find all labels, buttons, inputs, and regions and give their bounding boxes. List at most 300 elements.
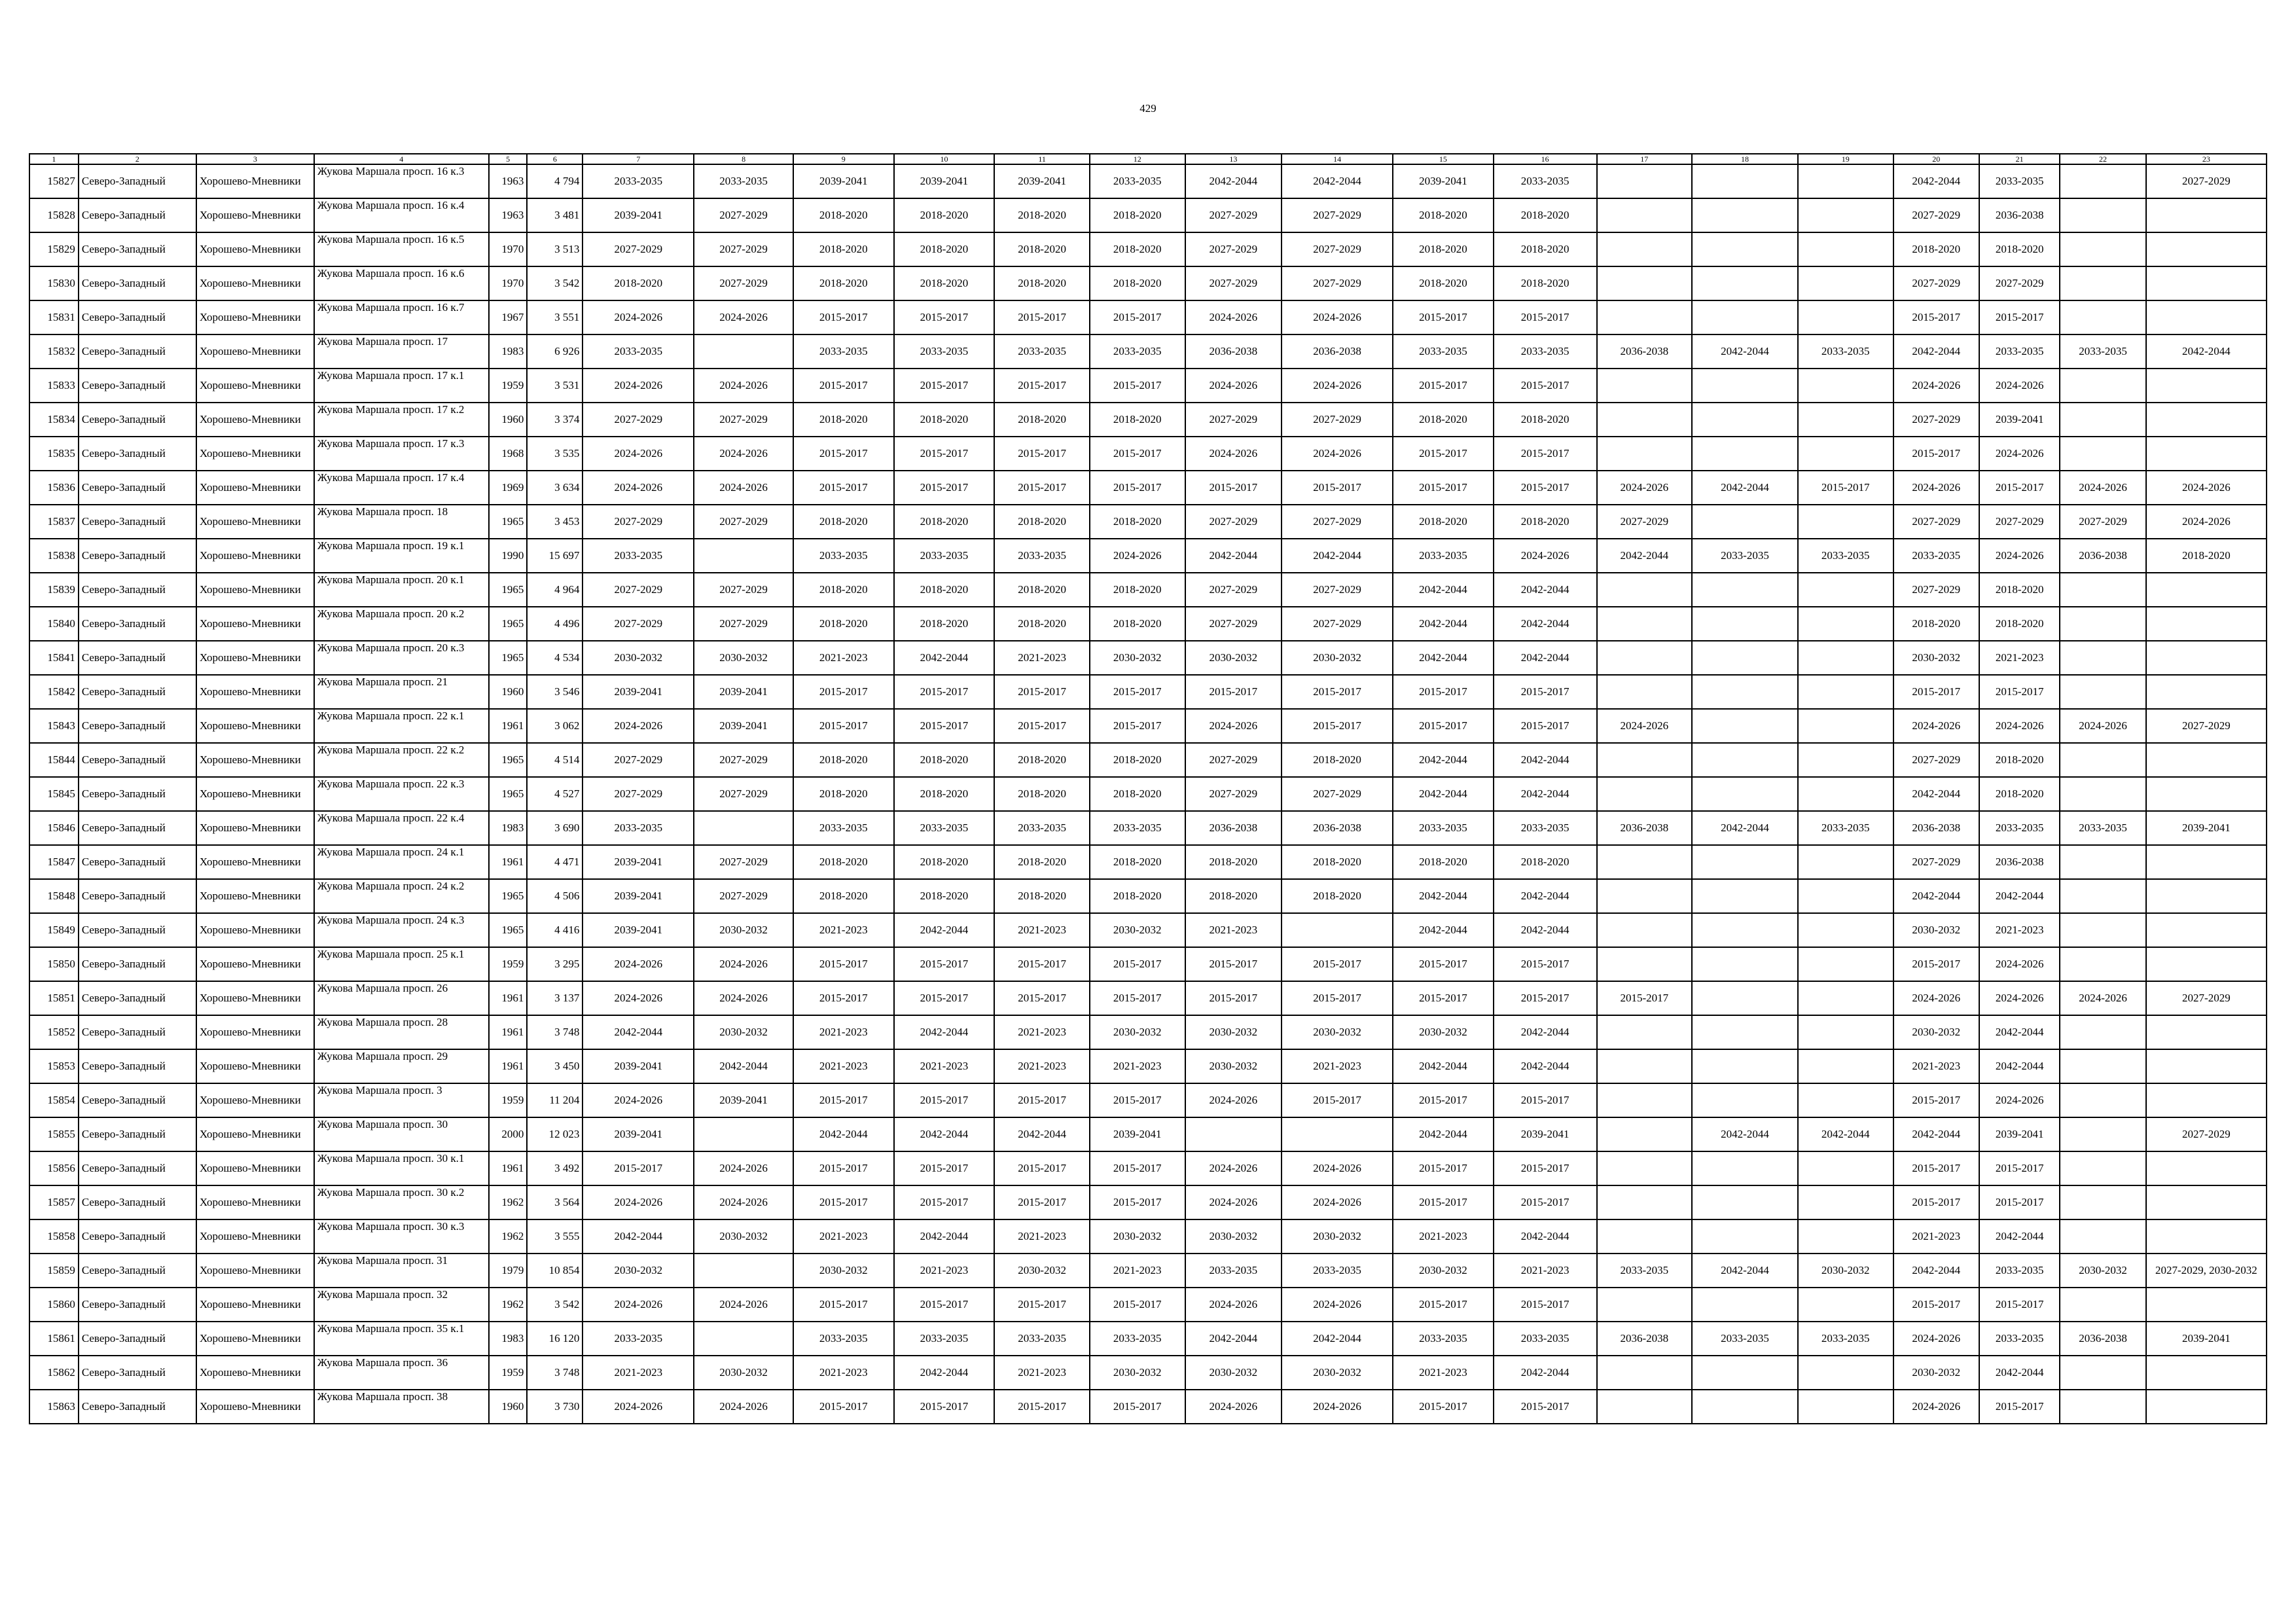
- period-cell-col-16: 2021-2023: [1494, 1254, 1597, 1288]
- period-cell-col-15: 2021-2023: [1393, 1356, 1494, 1390]
- period-cell-col-8: 2027-2029: [694, 198, 793, 232]
- period-cell-col-11: 2021-2023: [994, 641, 1090, 675]
- period-cell-col-22: [2060, 266, 2145, 300]
- build-year-cell: 1968: [489, 437, 528, 471]
- period-cell-col-14: 2015-2017: [1282, 675, 1393, 709]
- period-cell-col-9: 2021-2023: [793, 1015, 894, 1049]
- municipal-district-cell: Хорошево-Мневники: [196, 1015, 314, 1049]
- address-cell: Жукова Маршала просп. 17 к.2: [314, 403, 489, 437]
- period-cell-col-21: 2033-2035: [1979, 334, 2060, 369]
- period-cell-col-17: 2033-2035: [1597, 1254, 1693, 1288]
- table-row: [29, 913, 2267, 947]
- period-cell-col-10: 2018-2020: [894, 505, 995, 539]
- period-cell-col-15: 2015-2017: [1393, 675, 1494, 709]
- column-number-21: 21: [1979, 154, 2060, 164]
- period-cell-col-12: 2018-2020: [1090, 198, 1185, 232]
- period-cell-col-12: 2018-2020: [1090, 403, 1185, 437]
- period-cell-col-15: 2018-2020: [1393, 232, 1494, 266]
- admin-district-cell: Северо-Западный: [79, 1390, 196, 1424]
- period-cell-col-22: [2060, 1288, 2145, 1322]
- period-cell-col-11: 2018-2020: [994, 266, 1090, 300]
- municipal-district-cell: Хорошево-Мневники: [196, 300, 314, 334]
- address-cell: Жукова Маршала просп. 16 к.4: [314, 198, 489, 232]
- admin-district-cell: Северо-Западный: [79, 641, 196, 675]
- table-row: [29, 641, 2267, 675]
- period-cell-col-16: 2015-2017: [1494, 709, 1597, 743]
- period-cell-col-13: 2024-2026: [1185, 1151, 1282, 1185]
- record-id-cell: 15857: [29, 1185, 79, 1219]
- municipal-district-cell: Хорошево-Мневники: [196, 403, 314, 437]
- address-cell: Жукова Маршала просп. 30 к.2: [314, 1185, 489, 1219]
- period-cell-col-12: 2018-2020: [1090, 845, 1185, 879]
- period-cell-col-16: 2018-2020: [1494, 266, 1597, 300]
- period-cell-col-19: [1798, 437, 1893, 471]
- period-cell-col-13: 2015-2017: [1185, 675, 1282, 709]
- period-cell-col-13: 2030-2032: [1185, 1219, 1282, 1254]
- period-cell-col-8: 2027-2029: [694, 777, 793, 811]
- period-cell-col-18: 2042-2044: [1692, 471, 1798, 505]
- period-cell-col-20: 2015-2017: [1893, 1151, 1979, 1185]
- period-cell-col-18: 2033-2035: [1692, 1322, 1798, 1356]
- period-cell-col-10: 2042-2044: [894, 1219, 995, 1254]
- period-cell-col-22: [2060, 198, 2145, 232]
- period-cell-col-21: 2024-2026: [1979, 369, 2060, 403]
- address-cell: Жукова Маршала просп. 22 к.2: [314, 743, 489, 777]
- period-cell-col-14: 2015-2017: [1282, 947, 1393, 981]
- period-cell-col-22: [2060, 369, 2145, 403]
- period-cell-col-8: 2030-2032: [694, 1015, 793, 1049]
- period-cell-col-17: 2027-2029: [1597, 505, 1693, 539]
- column-number-6: 6: [527, 154, 583, 164]
- period-cell-col-22: [2060, 1083, 2145, 1117]
- period-cell-col-10: 2033-2035: [894, 539, 995, 573]
- area-cell: 3 062: [527, 709, 583, 743]
- period-cell-col-17: [1597, 1219, 1693, 1254]
- address-cell: Жукова Маршала просп. 25 к.1: [314, 947, 489, 981]
- period-cell-col-15: 2018-2020: [1393, 505, 1494, 539]
- period-cell-col-9: 2015-2017: [793, 369, 894, 403]
- period-cell-col-20: 2027-2029: [1893, 845, 1979, 879]
- period-cell-col-12: 2021-2023: [1090, 1254, 1185, 1288]
- period-cell-col-11: 2018-2020: [994, 505, 1090, 539]
- period-cell-col-20: 2027-2029: [1893, 743, 1979, 777]
- period-cell-col-20: 2024-2026: [1893, 1322, 1979, 1356]
- build-year-cell: 1965: [489, 641, 528, 675]
- period-cell-col-18: [1692, 1288, 1798, 1322]
- period-cell-col-18: [1692, 1015, 1798, 1049]
- record-id-cell: 15831: [29, 300, 79, 334]
- area-cell: 3 546: [527, 675, 583, 709]
- table-row: [29, 1185, 2267, 1219]
- table-row: [29, 675, 2267, 709]
- period-cell-col-12: 2018-2020: [1090, 573, 1185, 607]
- period-cell-col-23: [2146, 947, 2267, 981]
- period-cell-col-14: 2027-2029: [1282, 607, 1393, 641]
- area-cell: 3 513: [527, 232, 583, 266]
- period-cell-col-9: 2021-2023: [793, 913, 894, 947]
- period-cell-col-17: [1597, 369, 1693, 403]
- period-cell-col-7: 2027-2029: [583, 573, 694, 607]
- address-cell: Жукова Маршала просп. 22 к.3: [314, 777, 489, 811]
- period-cell-col-12: 2018-2020: [1090, 266, 1185, 300]
- period-cell-col-19: [1798, 232, 1893, 266]
- period-cell-col-23: [2146, 845, 2267, 879]
- period-cell-col-11: 2015-2017: [994, 981, 1090, 1015]
- period-cell-col-12: 2015-2017: [1090, 369, 1185, 403]
- period-cell-col-10: 2018-2020: [894, 777, 995, 811]
- period-cell-col-11: 2033-2035: [994, 1322, 1090, 1356]
- period-cell-col-8: 2027-2029: [694, 607, 793, 641]
- period-cell-col-21: 2018-2020: [1979, 573, 2060, 607]
- period-cell-col-16: 2033-2035: [1494, 164, 1597, 198]
- address-cell: Жукова Маршала просп. 36: [314, 1356, 489, 1390]
- period-cell-col-13: 2027-2029: [1185, 403, 1282, 437]
- period-cell-col-19: [1798, 164, 1893, 198]
- column-number-3: 3: [196, 154, 314, 164]
- admin-district-cell: Северо-Западный: [79, 1117, 196, 1151]
- period-cell-col-12: 2033-2035: [1090, 334, 1185, 369]
- address-cell: Жукова Маршала просп. 30: [314, 1117, 489, 1151]
- area-cell: 4 506: [527, 879, 583, 913]
- period-cell-col-23: [2146, 1049, 2267, 1083]
- address-cell: Жукова Маршала просп. 30 к.3: [314, 1219, 489, 1254]
- period-cell-col-23: [2146, 1083, 2267, 1117]
- period-cell-col-16: 2042-2044: [1494, 573, 1597, 607]
- period-cell-col-22: [2060, 913, 2145, 947]
- period-cell-col-13: 2024-2026: [1185, 437, 1282, 471]
- period-cell-col-15: 2015-2017: [1393, 300, 1494, 334]
- period-cell-col-15: 2015-2017: [1393, 709, 1494, 743]
- period-cell-col-11: 2021-2023: [994, 913, 1090, 947]
- period-cell-col-21: 2015-2017: [1979, 471, 2060, 505]
- period-cell-col-13: 2015-2017: [1185, 981, 1282, 1015]
- period-cell-col-11: 2015-2017: [994, 709, 1090, 743]
- period-cell-col-11: 2039-2041: [994, 164, 1090, 198]
- period-cell-col-22: 2036-2038: [2060, 539, 2145, 573]
- period-cell-col-21: 2033-2035: [1979, 1322, 2060, 1356]
- period-cell-col-22: [2060, 743, 2145, 777]
- period-cell-col-16: 2015-2017: [1494, 1185, 1597, 1219]
- period-cell-col-21: 2015-2017: [1979, 1185, 2060, 1219]
- period-cell-col-10: 2015-2017: [894, 1083, 995, 1117]
- period-cell-col-7: 2039-2041: [583, 913, 694, 947]
- table-row: [29, 1322, 2267, 1356]
- period-cell-col-14: 2042-2044: [1282, 164, 1393, 198]
- table-row: [29, 1015, 2267, 1049]
- period-cell-col-16: 2042-2044: [1494, 1356, 1597, 1390]
- column-number-8: 8: [694, 154, 793, 164]
- municipal-district-cell: Хорошево-Мневники: [196, 1390, 314, 1424]
- period-cell-col-9: 2015-2017: [793, 1185, 894, 1219]
- period-cell-col-23: [2146, 300, 2267, 334]
- period-cell-col-20: 2030-2032: [1893, 641, 1979, 675]
- period-cell-col-8: 2024-2026: [694, 1288, 793, 1322]
- period-cell-col-13: 2036-2038: [1185, 811, 1282, 845]
- admin-district-cell: Северо-Западный: [79, 777, 196, 811]
- period-cell-col-21: 2015-2017: [1979, 1151, 2060, 1185]
- period-cell-col-7: 2024-2026: [583, 471, 694, 505]
- period-cell-col-9: 2018-2020: [793, 266, 894, 300]
- table-row: [29, 811, 2267, 845]
- period-cell-col-12: 2030-2032: [1090, 1356, 1185, 1390]
- address-cell: Жукова Маршала просп. 32: [314, 1288, 489, 1322]
- area-cell: 3 730: [527, 1390, 583, 1424]
- municipal-district-cell: Хорошево-Мневники: [196, 1356, 314, 1390]
- period-cell-col-14: 2036-2038: [1282, 811, 1393, 845]
- period-cell-col-8: [694, 1322, 793, 1356]
- period-cell-col-21: 2024-2026: [1979, 709, 2060, 743]
- table-row: [29, 845, 2267, 879]
- build-year-cell: 1970: [489, 266, 528, 300]
- period-cell-col-9: 2033-2035: [793, 334, 894, 369]
- period-cell-col-13: 2015-2017: [1185, 947, 1282, 981]
- period-cell-col-14: 2027-2029: [1282, 266, 1393, 300]
- admin-district-cell: Северо-Западный: [79, 300, 196, 334]
- period-cell-col-15: 2018-2020: [1393, 403, 1494, 437]
- area-cell: 10 854: [527, 1254, 583, 1288]
- period-cell-col-18: 2042-2044: [1692, 811, 1798, 845]
- period-cell-col-16: 2042-2044: [1494, 1219, 1597, 1254]
- period-cell-col-11: 2018-2020: [994, 232, 1090, 266]
- period-cell-col-17: [1597, 879, 1693, 913]
- period-cell-col-22: [2060, 1015, 2145, 1049]
- period-cell-col-7: 2021-2023: [583, 1356, 694, 1390]
- record-id-cell: 15839: [29, 573, 79, 607]
- period-cell-col-9: 2018-2020: [793, 777, 894, 811]
- period-cell-col-13: 2027-2029: [1185, 505, 1282, 539]
- period-cell-col-18: [1692, 232, 1798, 266]
- area-cell: 3 634: [527, 471, 583, 505]
- address-cell: Жукова Маршала просп. 26: [314, 981, 489, 1015]
- period-cell-col-9: 2021-2023: [793, 641, 894, 675]
- build-year-cell: 1965: [489, 913, 528, 947]
- period-cell-col-18: [1692, 573, 1798, 607]
- build-year-cell: 1959: [489, 369, 528, 403]
- period-cell-col-18: [1692, 1390, 1798, 1424]
- period-cell-col-17: 2042-2044: [1597, 539, 1693, 573]
- period-cell-col-9: 2018-2020: [793, 845, 894, 879]
- period-cell-col-15: 2021-2023: [1393, 1219, 1494, 1254]
- period-cell-col-23: [2146, 266, 2267, 300]
- admin-district-cell: Северо-Западный: [79, 1083, 196, 1117]
- build-year-cell: 1990: [489, 539, 528, 573]
- period-cell-col-10: 2018-2020: [894, 743, 995, 777]
- period-cell-col-16: 2018-2020: [1494, 232, 1597, 266]
- period-cell-col-21: 2039-2041: [1979, 1117, 2060, 1151]
- period-cell-col-10: 2018-2020: [894, 266, 995, 300]
- period-cell-col-16: 2015-2017: [1494, 981, 1597, 1015]
- period-cell-col-20: 2018-2020: [1893, 232, 1979, 266]
- municipal-district-cell: Хорошево-Мневники: [196, 1288, 314, 1322]
- period-cell-col-14: 2030-2032: [1282, 641, 1393, 675]
- period-cell-col-23: [2146, 675, 2267, 709]
- period-cell-col-16: 2042-2044: [1494, 777, 1597, 811]
- period-cell-col-23: 2027-2029: [2146, 164, 2267, 198]
- period-cell-col-16: 2015-2017: [1494, 369, 1597, 403]
- period-cell-col-14: 2030-2032: [1282, 1015, 1393, 1049]
- build-year-cell: 1960: [489, 403, 528, 437]
- period-cell-col-19: [1798, 266, 1893, 300]
- record-id-cell: 15832: [29, 334, 79, 369]
- address-cell: Жукова Маршала просп. 17 к.1: [314, 369, 489, 403]
- period-cell-col-7: 2039-2041: [583, 1117, 694, 1151]
- period-cell-col-13: 2042-2044: [1185, 539, 1282, 573]
- period-cell-col-10: 2015-2017: [894, 1185, 995, 1219]
- period-cell-col-20: 2027-2029: [1893, 266, 1979, 300]
- period-cell-col-15: 2033-2035: [1393, 334, 1494, 369]
- period-cell-col-17: [1597, 1117, 1693, 1151]
- period-cell-col-17: [1597, 1356, 1693, 1390]
- build-year-cell: 1967: [489, 300, 528, 334]
- period-cell-col-10: 2015-2017: [894, 437, 995, 471]
- period-cell-col-22: 2027-2029: [2060, 505, 2145, 539]
- column-number-17: 17: [1597, 154, 1693, 164]
- address-cell: Жукова Маршала просп. 30 к.1: [314, 1151, 489, 1185]
- period-cell-col-23: [2146, 777, 2267, 811]
- column-number-16: 16: [1494, 154, 1597, 164]
- period-cell-col-15: 2042-2044: [1393, 913, 1494, 947]
- period-cell-col-8: [694, 334, 793, 369]
- period-cell-col-22: [2060, 437, 2145, 471]
- admin-district-cell: Северо-Западный: [79, 1151, 196, 1185]
- period-cell-col-7: 2024-2026: [583, 1390, 694, 1424]
- period-cell-col-15: 2015-2017: [1393, 1185, 1494, 1219]
- municipal-district-cell: Хорошево-Мневники: [196, 437, 314, 471]
- period-cell-col-15: 2015-2017: [1393, 981, 1494, 1015]
- period-cell-col-12: 2030-2032: [1090, 913, 1185, 947]
- period-cell-col-21: 2021-2023: [1979, 641, 2060, 675]
- period-cell-col-20: 2042-2044: [1893, 777, 1979, 811]
- period-cell-col-15: 2042-2044: [1393, 641, 1494, 675]
- column-number-2: 2: [79, 154, 196, 164]
- period-cell-col-19: 2033-2035: [1798, 811, 1893, 845]
- period-cell-col-16: 2015-2017: [1494, 437, 1597, 471]
- table-row: [29, 198, 2267, 232]
- municipal-district-cell: Хорошево-Мневники: [196, 981, 314, 1015]
- period-cell-col-12: 2018-2020: [1090, 232, 1185, 266]
- period-cell-col-19: [1798, 845, 1893, 879]
- municipal-district-cell: Хорошево-Мневники: [196, 811, 314, 845]
- period-cell-col-14: 2030-2032: [1282, 1356, 1393, 1390]
- admin-district-cell: Северо-Западный: [79, 811, 196, 845]
- period-cell-col-21: 2039-2041: [1979, 403, 2060, 437]
- period-cell-col-19: [1798, 709, 1893, 743]
- period-cell-col-23: 2024-2026: [2146, 505, 2267, 539]
- area-cell: 3 453: [527, 505, 583, 539]
- period-cell-col-22: 2033-2035: [2060, 334, 2145, 369]
- municipal-district-cell: Хорошево-Мневники: [196, 1185, 314, 1219]
- municipal-district-cell: Хорошево-Мневники: [196, 471, 314, 505]
- period-cell-col-10: 2042-2044: [894, 1117, 995, 1151]
- period-cell-col-10: 2018-2020: [894, 198, 995, 232]
- area-cell: 3 295: [527, 947, 583, 981]
- period-cell-col-7: 2027-2029: [583, 232, 694, 266]
- period-cell-col-19: [1798, 198, 1893, 232]
- period-cell-col-8: 2024-2026: [694, 300, 793, 334]
- period-cell-col-16: 2015-2017: [1494, 1390, 1597, 1424]
- period-cell-col-19: [1798, 777, 1893, 811]
- period-cell-col-14: [1282, 1117, 1393, 1151]
- address-cell: Жукова Маршала просп. 24 к.2: [314, 879, 489, 913]
- period-cell-col-15: 2039-2041: [1393, 164, 1494, 198]
- period-cell-col-14: 2018-2020: [1282, 879, 1393, 913]
- table-row: [29, 300, 2267, 334]
- period-cell-col-16: 2015-2017: [1494, 675, 1597, 709]
- column-number-row: [29, 154, 2267, 164]
- period-cell-col-7: 2024-2026: [583, 437, 694, 471]
- period-cell-col-13: 2027-2029: [1185, 777, 1282, 811]
- table-row: [29, 573, 2267, 607]
- period-cell-col-18: [1692, 1151, 1798, 1185]
- period-cell-col-16: 2033-2035: [1494, 811, 1597, 845]
- column-number-4: 4: [314, 154, 489, 164]
- build-year-cell: 1962: [489, 1288, 528, 1322]
- build-year-cell: 1962: [489, 1219, 528, 1254]
- period-cell-col-8: 2042-2044: [694, 1049, 793, 1083]
- period-cell-col-20: 2030-2032: [1893, 1015, 1979, 1049]
- period-cell-col-7: 2033-2035: [583, 334, 694, 369]
- address-cell: Жукова Маршала просп. 20 к.3: [314, 641, 489, 675]
- period-cell-col-14: 2027-2029: [1282, 573, 1393, 607]
- period-cell-col-17: [1597, 403, 1693, 437]
- table-row: [29, 777, 2267, 811]
- period-cell-col-21: 2027-2029: [1979, 266, 2060, 300]
- build-year-cell: 2000: [489, 1117, 528, 1151]
- period-cell-col-19: [1798, 913, 1893, 947]
- period-cell-col-16: 2042-2044: [1494, 607, 1597, 641]
- admin-district-cell: Северо-Западный: [79, 1219, 196, 1254]
- period-cell-col-12: 2030-2032: [1090, 641, 1185, 675]
- period-cell-col-17: [1597, 1185, 1693, 1219]
- period-cell-col-8: 2027-2029: [694, 232, 793, 266]
- period-cell-col-14: 2018-2020: [1282, 743, 1393, 777]
- table-row: [29, 1219, 2267, 1254]
- address-cell: Жукова Маршала просп. 18: [314, 505, 489, 539]
- table-row: [29, 403, 2267, 437]
- period-cell-col-21: 2033-2035: [1979, 164, 2060, 198]
- build-year-cell: 1961: [489, 981, 528, 1015]
- period-cell-col-8: 2027-2029: [694, 743, 793, 777]
- column-number-20: 20: [1893, 154, 1979, 164]
- period-cell-col-21: 2024-2026: [1979, 1083, 2060, 1117]
- period-cell-col-23: 2027-2029: [2146, 709, 2267, 743]
- period-cell-col-7: 2027-2029: [583, 743, 694, 777]
- period-cell-col-18: 2042-2044: [1692, 1117, 1798, 1151]
- period-cell-col-23: [2146, 403, 2267, 437]
- period-cell-col-12: 2015-2017: [1090, 1288, 1185, 1322]
- period-cell-col-7: 2027-2029: [583, 777, 694, 811]
- build-year-cell: 1961: [489, 1049, 528, 1083]
- period-cell-col-11: 2015-2017: [994, 437, 1090, 471]
- period-cell-col-16: 2018-2020: [1494, 403, 1597, 437]
- admin-district-cell: Северо-Западный: [79, 164, 196, 198]
- period-cell-col-7: 2015-2017: [583, 1151, 694, 1185]
- municipal-district-cell: Хорошево-Мневники: [196, 1322, 314, 1356]
- period-cell-col-23: [2146, 913, 2267, 947]
- period-cell-col-12: 2015-2017: [1090, 709, 1185, 743]
- period-cell-col-9: 2015-2017: [793, 1083, 894, 1117]
- build-year-cell: 1965: [489, 743, 528, 777]
- period-cell-col-19: 2033-2035: [1798, 1322, 1893, 1356]
- period-cell-col-16: 2039-2041: [1494, 1117, 1597, 1151]
- period-cell-col-16: 2018-2020: [1494, 505, 1597, 539]
- period-cell-col-20: 2042-2044: [1893, 164, 1979, 198]
- period-cell-col-18: [1692, 845, 1798, 879]
- admin-district-cell: Северо-Западный: [79, 505, 196, 539]
- area-cell: 3 551: [527, 300, 583, 334]
- period-cell-col-8: 2039-2041: [694, 1083, 793, 1117]
- period-cell-col-10: 2018-2020: [894, 573, 995, 607]
